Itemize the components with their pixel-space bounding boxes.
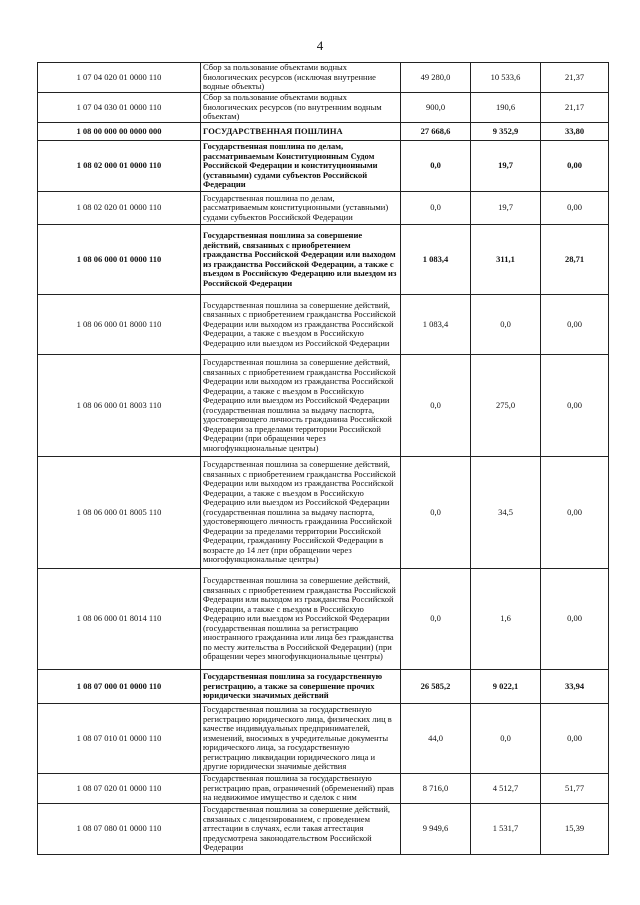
table-row xyxy=(38,804,609,855)
revenue-name: Государственная пошлина за государственную регистрацию, а также за совершение прочих юридически значимых действий xyxy=(201,670,401,704)
plan-value: 1 083,4 xyxy=(401,295,471,355)
percent-value: 21,37 xyxy=(541,63,609,93)
page-number: 4 xyxy=(316,38,324,53)
budget-code: 1 08 06 000 01 8014 110 xyxy=(38,569,201,670)
fact-value: 9 022,1 xyxy=(471,670,541,704)
budget-code: 1 08 06 000 01 8003 110 xyxy=(38,355,201,457)
plan-value: 26 585,2 xyxy=(401,670,471,704)
fact-value: 9 352,9 xyxy=(471,123,541,141)
budget-code: 1 08 07 080 01 0000 110 xyxy=(38,804,201,855)
table-body xyxy=(38,63,609,855)
table-row xyxy=(38,93,609,123)
plan-value: 900,0 xyxy=(401,93,471,123)
revenue-name: Государственная пошлина за совершение действий, связанных с лицензированием, с проведением аттестации в случаях, если такая аттестация предусмотрена законодательством Российской Федерации xyxy=(201,804,401,855)
fact-value: 4 512,7 xyxy=(471,774,541,804)
revenue-name: Государственная пошлина за государственную регистрацию юридического лица, физических лиц в качестве индивидуальных предпринимателей, изменений, вносимых в учредительные документы юридического лица, за государственную регистрацию ликвидации юридического лица и другие юридически значимые действия xyxy=(201,704,401,774)
percent-value: 33,80 xyxy=(541,123,609,141)
table-row xyxy=(38,355,609,457)
revenue-name: Государственная пошлина за совершение действий, связанных с приобретением гражданства Российской Федерации или выходом из гражданства Российской Федерации, а также с въездом в Российскую Федерацию или выездом из Российской Федерации (государственная пошлина за выдачу паспорта, удостоверяющего личность гражданина Российской Федерации за пределами территории Российской Федерации, гражданину Российской Федерации в возрасте до 14 лет (при обращении через многофункциональные центры) xyxy=(201,457,401,569)
plan-value: 0,0 xyxy=(401,569,471,670)
table-row xyxy=(38,225,609,295)
revenue-name: Государственная пошлина за совершение действий, связанных с приобретением гражданства Российской Федерации или выходом из гражданства Российской Федерации, а также с въездом в Российскую Федерацию или выездом из Российской Федерации xyxy=(201,225,401,295)
table-row xyxy=(38,704,609,774)
revenue-name: Государственная пошлина за совершение действий, связанных с приобретением гражданства Российской Федерации или выходом из гражданства Российской Федерации, а также с въездом в Российскую Федерацию или выездом из Российской Федерации (государственная пошлина за выдачу паспорта, удостоверяющего личность гражданина Российской Федерации за пределами территории Российской Федерации (при обращении через многофункциональные центры) xyxy=(201,355,401,457)
table-row xyxy=(38,123,609,141)
fact-value: 1,6 xyxy=(471,569,541,670)
fact-value: 1 531,7 xyxy=(471,804,541,855)
percent-value: 21,17 xyxy=(541,93,609,123)
budget-code: 1 07 04 020 01 0000 110 xyxy=(38,63,201,93)
plan-value: 44,0 xyxy=(401,704,471,774)
plan-value: 0,0 xyxy=(401,355,471,457)
percent-value: 0,00 xyxy=(541,141,609,192)
plan-value: 0,0 xyxy=(401,457,471,569)
budget-code: 1 08 02 000 01 0000 110 xyxy=(38,141,201,192)
table-row xyxy=(38,192,609,225)
percent-value: 51,77 xyxy=(541,774,609,804)
percent-value: 0,00 xyxy=(541,457,609,569)
budget-code: 1 08 07 020 01 0000 110 xyxy=(38,774,201,804)
plan-value: 0,0 xyxy=(401,192,471,225)
revenue-name: Сбор за пользование объектами водных биологических ресурсов (исключая внутренние водные объекты) xyxy=(201,63,401,93)
table-row xyxy=(38,63,609,93)
percent-value: 0,00 xyxy=(541,295,609,355)
table-row xyxy=(38,295,609,355)
fact-value: 0,0 xyxy=(471,704,541,774)
revenue-name: Государственная пошлина за государственную регистрацию прав, ограничений (обременений) прав на недвижимое имущество и сделок с ним xyxy=(201,774,401,804)
budget-code: 1 08 00 000 00 0000 000 xyxy=(38,123,201,141)
budget-code: 1 08 07 010 01 0000 110 xyxy=(38,704,201,774)
plan-value: 49 280,0 xyxy=(401,63,471,93)
plan-value: 1 083,4 xyxy=(401,225,471,295)
revenue-name: ГОСУДАРСТВЕННАЯ ПОШЛИНА xyxy=(201,123,401,141)
percent-value: 0,00 xyxy=(541,355,609,457)
percent-value: 28,71 xyxy=(541,225,609,295)
plan-value: 9 949,6 xyxy=(401,804,471,855)
table-row xyxy=(38,457,609,569)
percent-value: 33,94 xyxy=(541,670,609,704)
budget-code: 1 07 04 030 01 0000 110 xyxy=(38,93,201,123)
table-row xyxy=(38,774,609,804)
fact-value: 0,0 xyxy=(471,295,541,355)
fact-value: 190,6 xyxy=(471,93,541,123)
fact-value: 34,5 xyxy=(471,457,541,569)
revenue-name: Государственная пошлина по делам, рассматриваемым Конституционным Судом Российской Федерации и конституционными (уставными) судами субъектов Российской Федерации xyxy=(201,141,401,192)
percent-value: 15,39 xyxy=(541,804,609,855)
budget-code: 1 08 06 000 01 8005 110 xyxy=(38,457,201,569)
plan-value: 27 668,6 xyxy=(401,123,471,141)
table-row xyxy=(38,141,609,192)
budget-code: 1 08 06 000 01 0000 110 xyxy=(38,225,201,295)
percent-value: 0,00 xyxy=(541,569,609,670)
plan-value: 0,0 xyxy=(401,141,471,192)
fact-value: 275,0 xyxy=(471,355,541,457)
percent-value: 0,00 xyxy=(541,704,609,774)
revenue-name: Сбор за пользование объектами водных биологических ресурсов (по внутренним водным объектам) xyxy=(201,93,401,123)
budget-code: 1 08 02 020 01 0000 110 xyxy=(38,192,201,225)
table-row xyxy=(38,569,609,670)
percent-value: 0,00 xyxy=(541,192,609,225)
budget-code: 1 08 07 000 01 0000 110 xyxy=(38,670,201,704)
revenue-name: Государственная пошлина за совершение действий, связанных с приобретением гражданства Российской Федерации или выходом из гражданства Российской Федерации, а также с въездом в Российскую Федерацию или выездом из Российской Федерации (государственная пошлина за регистрацию иностранного гражданина или лица без гражданства по месту жительства в Российской Федерации) (при обращении через многофункциональные центры) xyxy=(201,569,401,670)
fact-value: 19,7 xyxy=(471,141,541,192)
fact-value: 10 533,6 xyxy=(471,63,541,93)
plan-value: 8 716,0 xyxy=(401,774,471,804)
revenue-table xyxy=(37,62,609,855)
fact-value: 19,7 xyxy=(471,192,541,225)
budget-code: 1 08 06 000 01 8000 110 xyxy=(38,295,201,355)
revenue-name: Государственная пошлина за совершение действий, связанных с приобретением гражданства Российской Федерации или выходом из гражданства Российской Федерации, а также с въездом в Российскую Федерацию или выездом из Российской Федерации xyxy=(201,295,401,355)
revenue-name: Государственная пошлина по делам, рассматриваемым конституционными (уставными) судами субъектов Российской Федерации xyxy=(201,192,401,225)
table-row xyxy=(38,670,609,704)
fact-value: 311,1 xyxy=(471,225,541,295)
